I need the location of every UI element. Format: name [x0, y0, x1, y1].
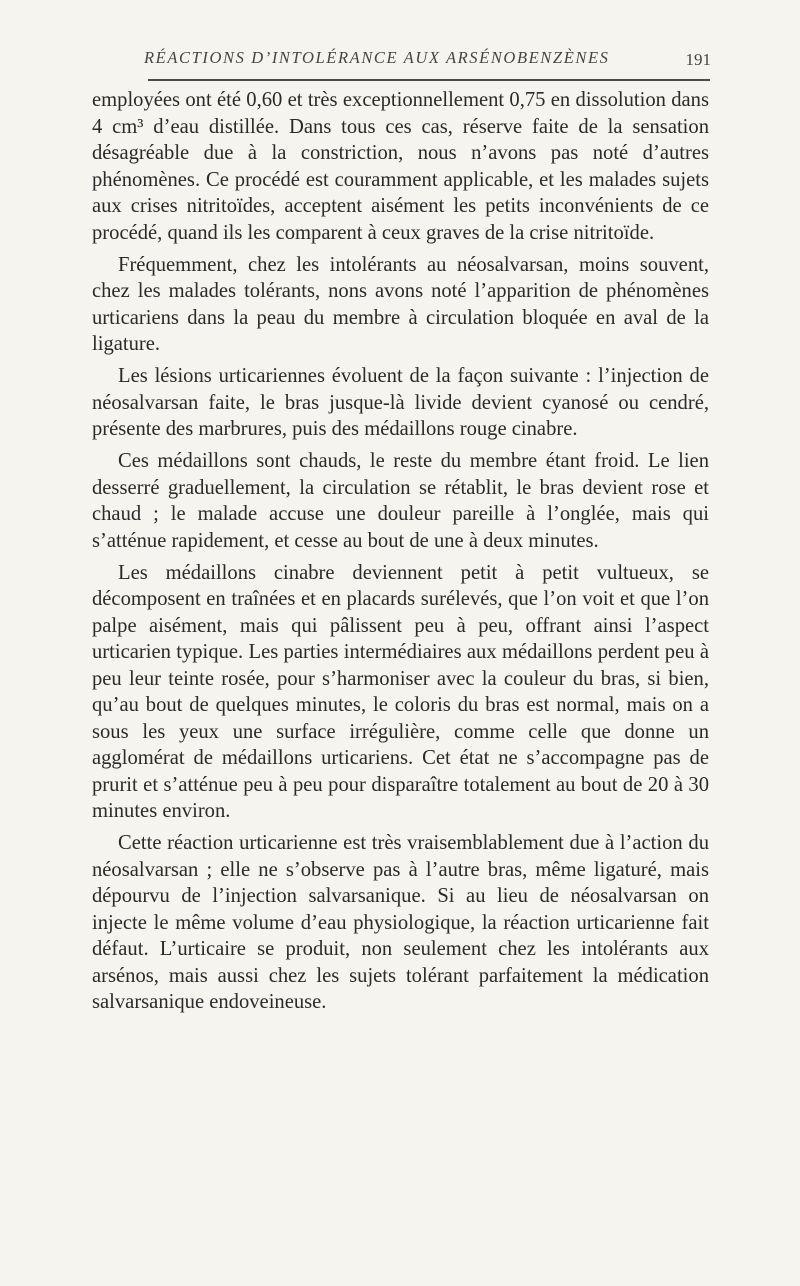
paragraph-2: Fréquemment, chez les intolérants au néosalvarsan, moins souvent, chez les malades tolérants, nons avons noté l’apparition de phénomènes urticariens dans la peau du membre à circulation bloquée en aval de la ligature. — [92, 253, 709, 355]
page-number: 191 — [685, 50, 711, 69]
page-header — [92, 36, 711, 69]
paragraph-6: Cette réaction urticarienne est très vraisemblablement due à l’action du néosalvarsan ; elle ne s’observe pas à l’autre bras, même ligaturé, mais dépourvu de l’injection salvarsanique. Si au lieu de néosalvarsan on injecte le même volume d’eau physiologique, la réaction urticarienne fait défaut. L’urticaire se produit, non seulement chez les intolérants aux arsénos, mais aussi chez les sujets tolérant parfaitement la médication salvarsanique endoveineuse. — [92, 832, 709, 1013]
paragraph-1: employées ont été 0,60 et très exceptionnellement 0,75 en dissolution dans 4 cm³ d’eau distillée. Dans tous ces cas, réserve faite de la sensation désagréable due à la constriction, nous n’avons pas noté d’autres phénomènes. Ce procédé est couramment applicable, et les malades sujets aux crises nitritoïdes, acceptent aisément les petits inconvénients de ce procédé, quand ils les comparent à ceux graves de la crise nitritoïde. — [92, 89, 709, 244]
paragraph-5: Les médaillons cinabre deviennent petit à petit vultueux, se décomposent en traînées et en placards surélevés, que l’on voit et que l’on palpe aisément, mais qui pâlissent peu à peu, offrant ainsi l’aspect urticarien typique. Les parties intermédiaires aux médaillons perdent peu à peu leur teinte rosée, pour s’harmoniser avec la couleur du bras, si bien, qu’au bout de quelques minutes, le coloris du bras est normal, mais on a sous les yeux une surface irrégulière, comme celle que donne un agglomérat de médaillons urticariens. Cet état ne s’accompagne pas de prurit et s’atténue peu à peu pour disparaître totalement au bout de 20 à 30 minutes environ. — [92, 561, 709, 822]
paragraph-3: Les lésions urticariennes évoluent de la façon suivante : l’injection de néosalvarsan faite, le bras jusque-là livide devient cyanosé ou cendré, présente des marbrures, puis des médaillons rouge cinabre. — [92, 365, 709, 440]
book-page — [92, 36, 711, 1013]
running-title: RÉACTIONS D’INTOLÉRANCE AUX ARSÉNOBENZÈNES — [144, 48, 610, 67]
paragraph-4: Ces médaillons sont chauds, le reste du membre étant froid. Le lien desserré graduellement, la circulation se rétablit, le bras devient rose et chaud ; le malade accuse une douleur pareille à l’onglée, mais qui s’atténue rapidement, et cesse au bout de une à deux minutes. — [92, 450, 709, 552]
header-rule — [148, 79, 710, 81]
body-text — [92, 87, 709, 1021]
